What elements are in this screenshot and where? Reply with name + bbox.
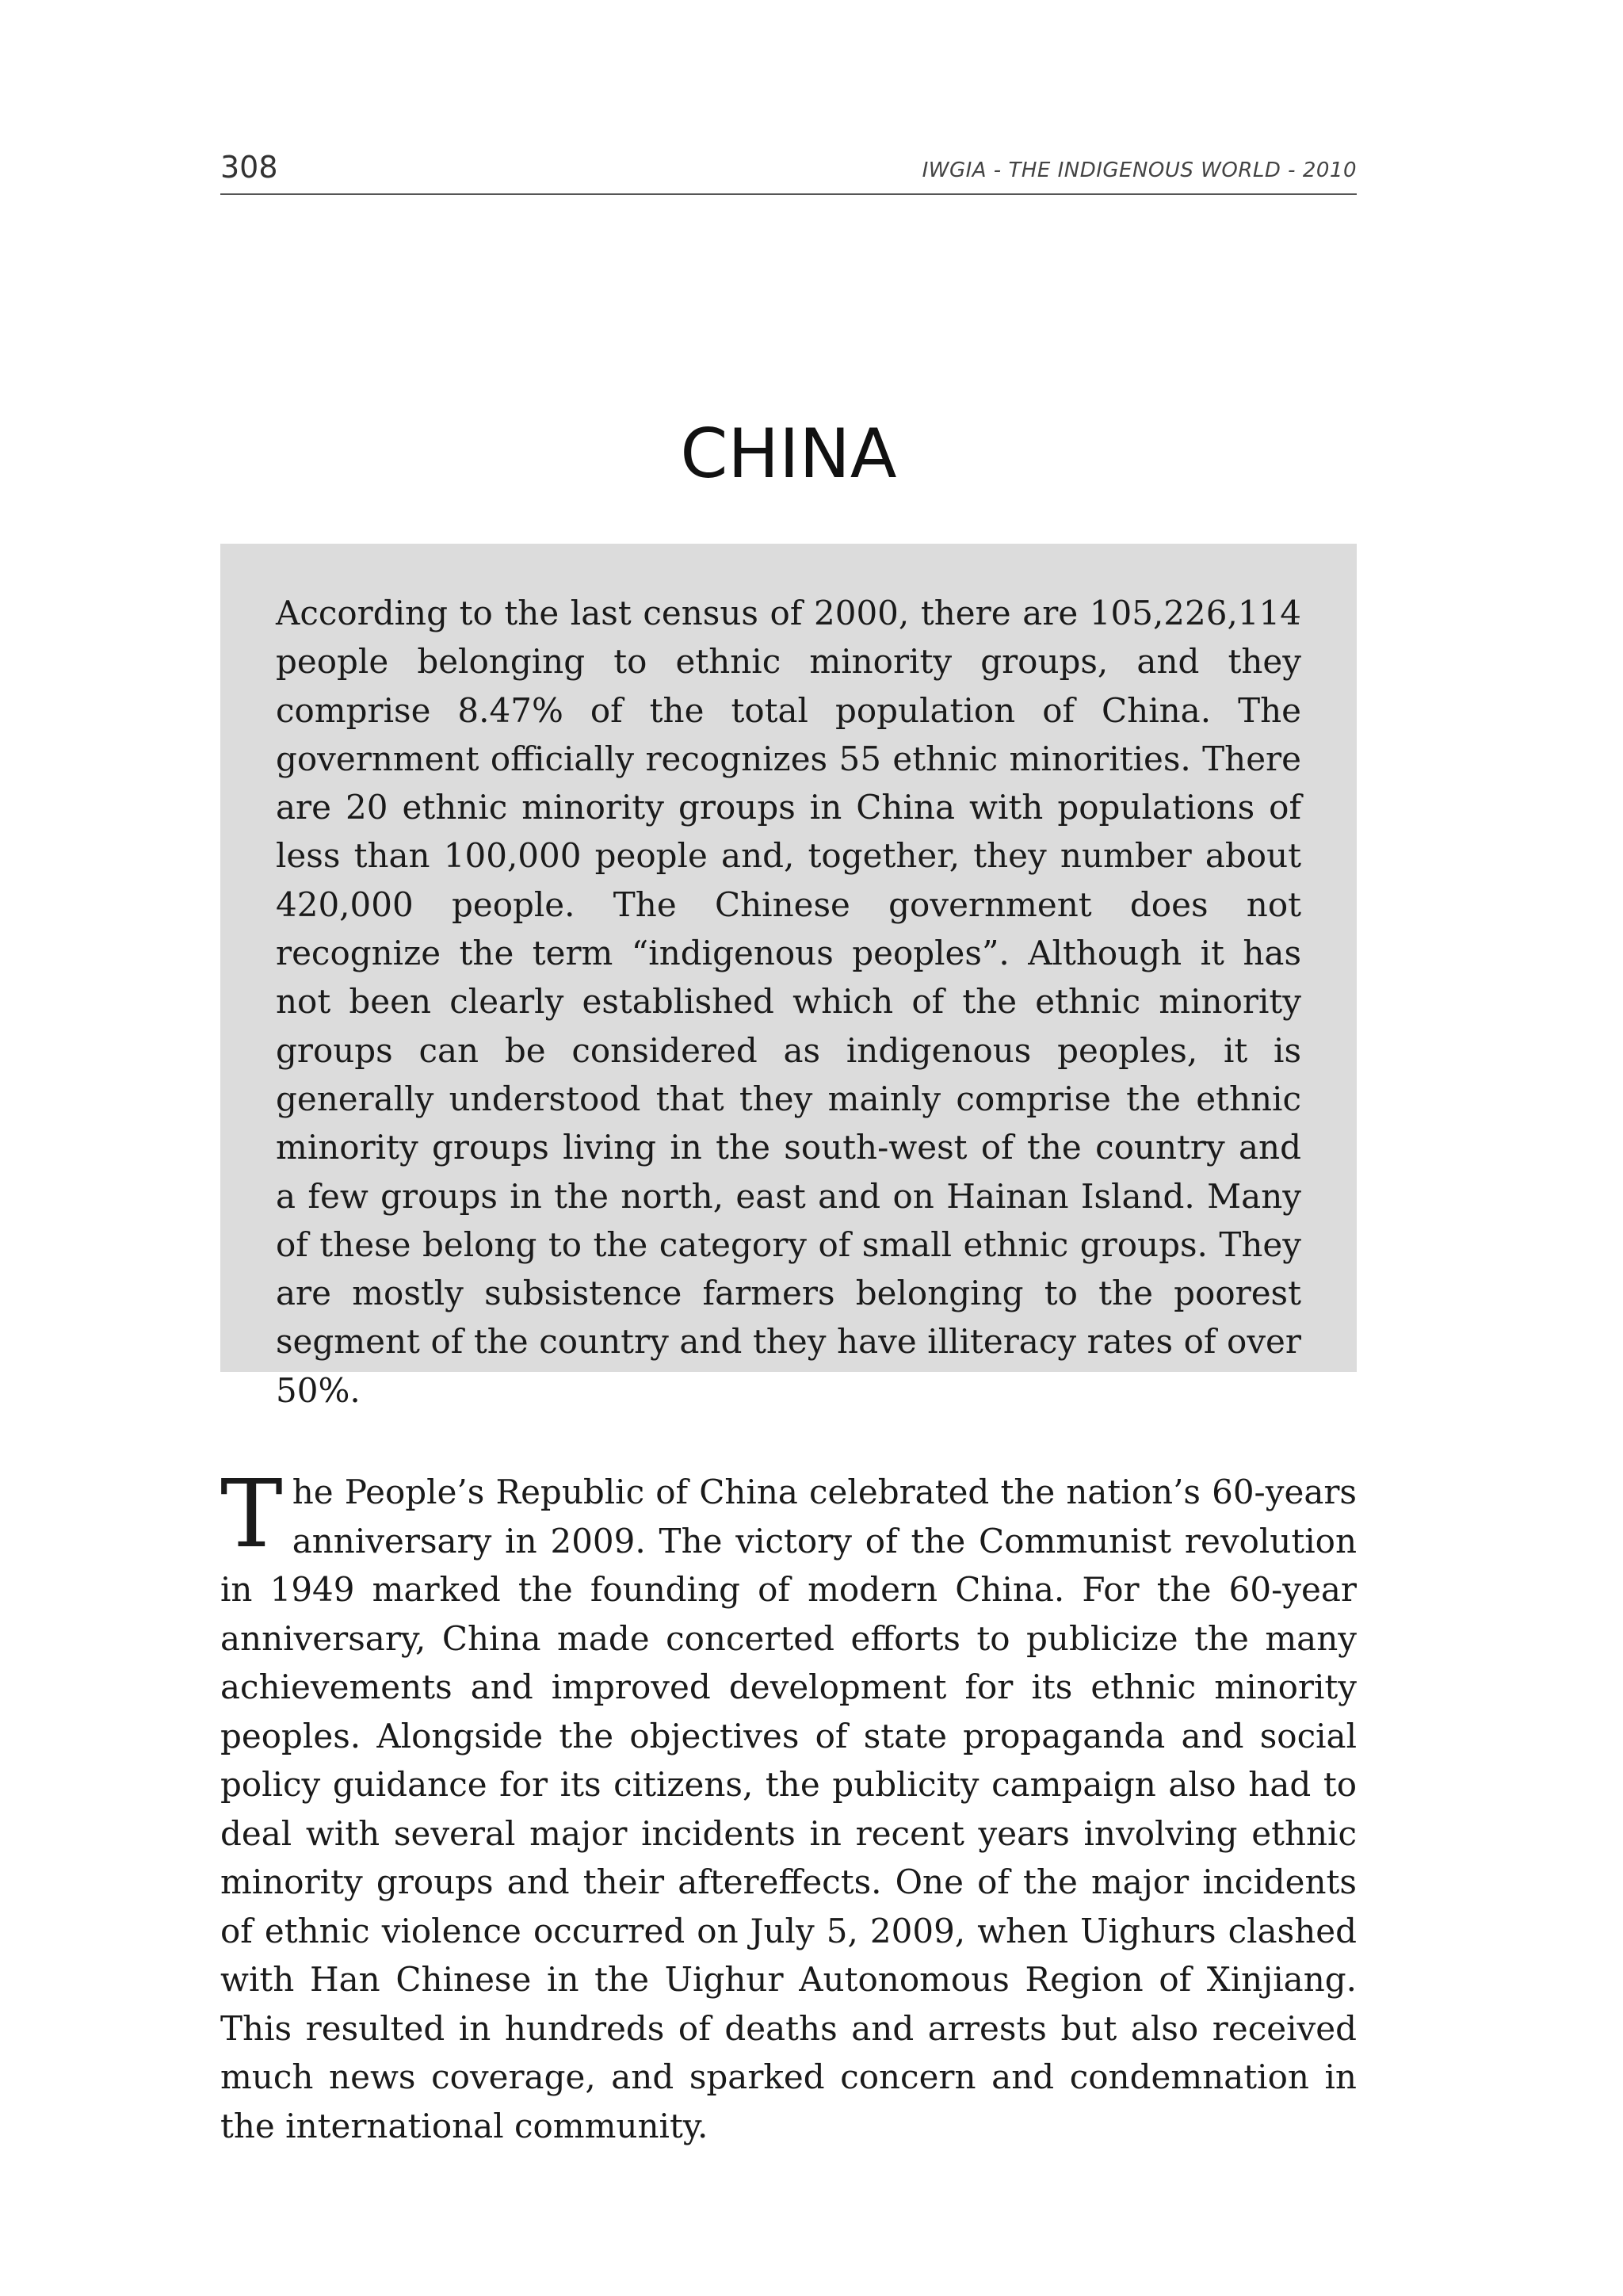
running-title: IWGIA - THE INDIGENOUS WORLD - 2010 xyxy=(922,159,1357,182)
summary-box xyxy=(220,544,1357,1410)
running-header xyxy=(220,152,1357,195)
chapter-title: CHINA xyxy=(680,415,897,494)
body-text xyxy=(220,1459,1357,2150)
page-number: 308 xyxy=(220,150,278,185)
body-paragraph-text: he People’s Republic of China celebrated the nation’s 60-years anniversary in 2009. The victory of the Communist revolution in 1949 marked the founding of modern China. For the 60-year anniversary, China made concerted efforts to publicize the many achievements and improved development for its ethnic minority peoples. Alongside the objectives of state propaganda and social policy guidance for its citizens, the publicity campaign also had to deal with several major incidents in recent years involving ethnic minority groups and their aftereffects. One of the major incidents of ethnic violence occurred on July 5, 2009, when Uighurs clashed with Han Chinese in the Uighur Autonomous Region of Xinjiang. This resulted in hundreds of deaths and arrests but also received much news coverage, and sparked concern and condemnation in the international community. xyxy=(220,1473,1357,2145)
summary-text: According to the last census of 2000, there are 105,226,114 people belonging to ethnic minority groups, and they comprise 8.47% of the total population of China. The government officially recognizes 55 ethnic minorities. There are 20 ethnic minority groups in China with populations of less than 100,000 people and, together, they number about 420,000 people. The Chinese government does not recognize the term “indigenous peoples”. Although it has not been clearly established which of the ethnic minority groups can be considered as indigenous peoples, it is generally understood that they mainly comprise the ethnic minority groups living in the south-west of the country and a few groups in the north, east and on Hainan Island. Many of these belong to the category of small ethnic groups. They are mostly subsistence farmers belonging to the poorest segment of the country and they have illiteracy rates of over 50%. xyxy=(276,594,1301,1410)
drop-cap: T xyxy=(220,1459,283,1568)
body-paragraph xyxy=(220,1459,1357,2150)
